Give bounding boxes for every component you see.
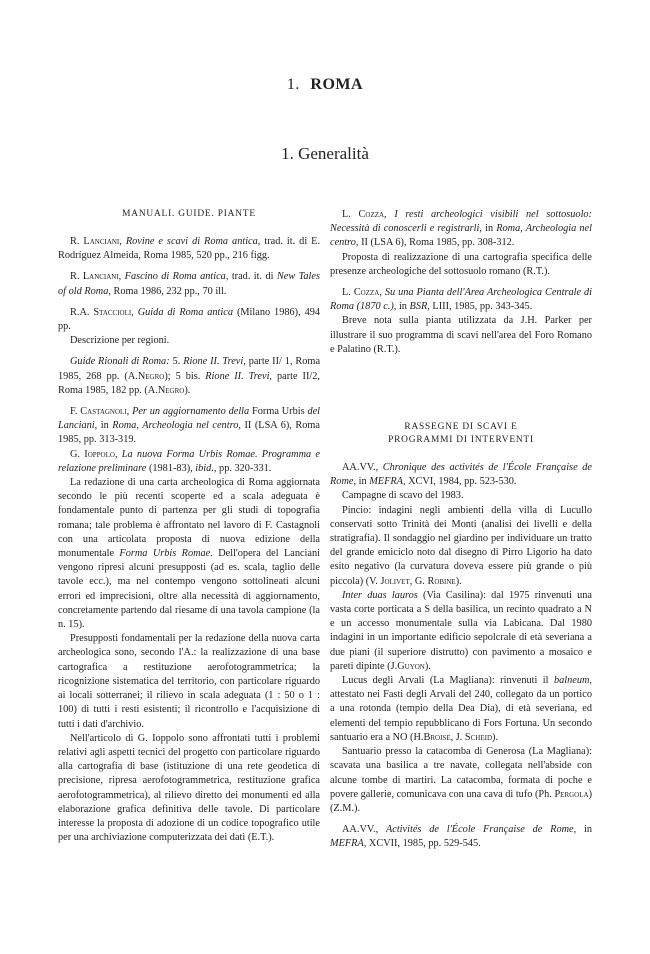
paragraph-pincio: Pincio: indagini negli ambienti della villa di Lucullo conservati sotto Trinità dei Monti (analisi dei livelli e della stratigrafia). Il sondaggio nel giardino per individuare un tratto del grande emiciclo noto dal disegno di Pirro Ligorio ha dato esito negativo (la curvatura doveva essere più grande o più piccola) (V. Jolivet, G. Robine).	[330, 504, 592, 587]
entry-castagnoli: F. Castagnoli, Per un aggiornamento della Forma Urbis del Lanciani, in Roma, Archeologia nel centro, II (LSA 6), Roma 1985, pp. 313-319.	[58, 406, 321, 446]
chapter-title	[0, 76, 650, 94]
entry-cozza-pianta: L. Cozza, Su una Pianta dell'Area Archeologica Centrale di Roma (1870 c.), in BSR, LIII, 1985, pp. 343-345.	[330, 287, 592, 313]
right-heading: RASSEGNE DI SCAVI E PROGRAMMI DI INTERVENTI	[388, 422, 534, 446]
entry-cozza-resti-note: Proposta di realizzazione di una cartografia specifica delle presenze archeologiche del sottosuolo romano (R.T.).	[330, 251, 592, 277]
entry-chronique-1984: AA.VV., Chronique des activités de l'École Française de Rome, in MEFRA, XCVI, 1984, pp. 523-530.	[330, 462, 592, 488]
left-column	[58, 208, 320, 845]
entry-lanciani-rovine: R. Lanciani, Rovine e scavi di Roma antica, trad. it. di E. Rodríguez Almeida, Roma 1985, 520 pp., 216 figg.	[58, 236, 321, 262]
section-title	[0, 144, 650, 164]
entry-cozza-resti: L. Cozza, I resti archeologici visibili nel sottosuolo: Necessità di conoscerli e registrarli, in Roma, Archeologia nel centro, II (LSA 6), Roma 1985, pp. 308-312.	[330, 209, 593, 249]
section-number: 1.	[281, 144, 294, 163]
paragraph-redazione: La redazione di una carta archeologica di Roma aggiornata secondo le più recenti scoperte ed a scala adeguata è fondamentale punto di partenza per gli studi di topografia romana; tale problema è affrontato nel lavoro di F. Castagnoli con una articolata proposta di nuova edizione della monumentale Forma Urbis Romae. Dell'opera del Lanciani vengono ripresi alcuni presupposti (ad es. scala, taglio delle tavole ecc.), ma nel contempo vengono sottolineati alcuni errori ed imprecisioni, oltre alla necessità di aggiornamento, concretamente partendo dal riesame di una tavola campione (la n. 15).	[58, 477, 320, 631]
paragraph-ioppolo: Nell'articolo di G. Ioppolo sono affrontati tutti i problemi relativi agli aspetti tecnici del progetto con particolare riguardo alla cartografia di base (istituzione di una rete geodetica di precisione, ripresa aerofotogrammetrica, restituzione grafica aerofotogrammetrica), al rilievo diretto dei monumenti ed alla elaborazione grafica definitiva delle tavole. Di particolare interesse la proposta di adozione di un codice topografico utile per una archiviazione computerizzata dei dati (E.T.).	[58, 732, 320, 844]
entry-staccioli-note: Descrizione per regioni.	[70, 335, 170, 347]
paragraph-inter-duas-lauros: Inter duas lauros (Via Casilina): dal 1975 rinvenuti una vasta corte porticata a S della basilica, un recinto quadrato a N e un accesso monumentale sulla via Labicana. Dal 1980 indagini in un importante edificio sepolcrale di età severiana a due piani (il superiore distrutto) con pavimento a mosaico e pareti dipinte (J.Guyon).	[330, 589, 593, 672]
entry-cozza-pianta-note: Breve nota sulla pianta utilizzata da J.H. Parker per illustrare il suo programma di scavi nell'area del Foro Romano e Palatino (R.T.).	[330, 315, 592, 355]
entry-ioppolo: G. Ioppolo, La nuova Forma Urbis Romae. Programma e relazione preliminare (1981-83), ibid., pp. 320-331.	[58, 448, 320, 474]
section-name: Generalità	[298, 144, 369, 163]
left-heading: MANUALI. GUIDE. PIANTE	[122, 209, 256, 219]
entry-staccioli: R.A. Staccioli, Guida di Roma antica (Milano 1986), 494 pp.	[58, 306, 321, 333]
entry-activites-1985: AA.VV., Activités de l'École Française de Rome, in MEFRA, XCVII, 1985, pp. 529-545.	[330, 824, 592, 850]
chapter-name: ROMA	[310, 76, 364, 93]
entry-lanciani-fascino: R. Lanciani, Fascino di Roma antica, trad. it. di New Tales of old Roma, Roma 1986, 232 pp., 70 ill.	[58, 271, 320, 297]
paragraph-lucus-arvali: Lucus degli Arvali (La Magliana): rinvenuti il balneum, attestato nei Fasti degli Arvali del 240, collegato da un portico a una rotonda (tempio della Dea Dia), di età severiana, ed elementi del tempio repubblicano di Fors Fortuna. Un secondo santuario era a NO (H.Broise, J. Scheid).	[330, 675, 593, 743]
chapter-number: 1.	[286, 76, 300, 93]
paragraph-campagne: Campagne di scavo del 1983.	[342, 490, 464, 502]
paragraph-generosa: Santuario presso la catacomba di Generosa (La Magliana): scavata una basilica a tre navate, collegata nell'abside con alcune tombe di martiri. La catacomba, formata di poche e povere gallerie, comunicava con una cava di tufo (Ph. Pergola) (Z.M.).	[330, 746, 593, 814]
right-column	[330, 208, 592, 852]
entry-guide-rionali: Guide Rionali di Roma: 5. Rione II. Trevi, parte II/ 1, Roma 1985, 268 pp. (A.Negro); 5 bis. Rione II. Trevi, parte II/2, Roma 1985, 182 pp. (A.Negro).	[58, 356, 321, 396]
paragraph-presupposti: Presupposti fondamentali per la redazione della nuova carta archeologica sono, secondo l'A.: la realizzazione di una base cartografica a restituzione aerofotogrammetrica; la ricognizione sistematica del territorio, con particolare riguardo ai locali sotterranei; il rilievo in scala adeguata (1 : 50 o 1 : 100) di tutti i resti esistenti; il ricontrollo e l'acquisizione di tutti i dati d'archivio.	[58, 633, 320, 730]
